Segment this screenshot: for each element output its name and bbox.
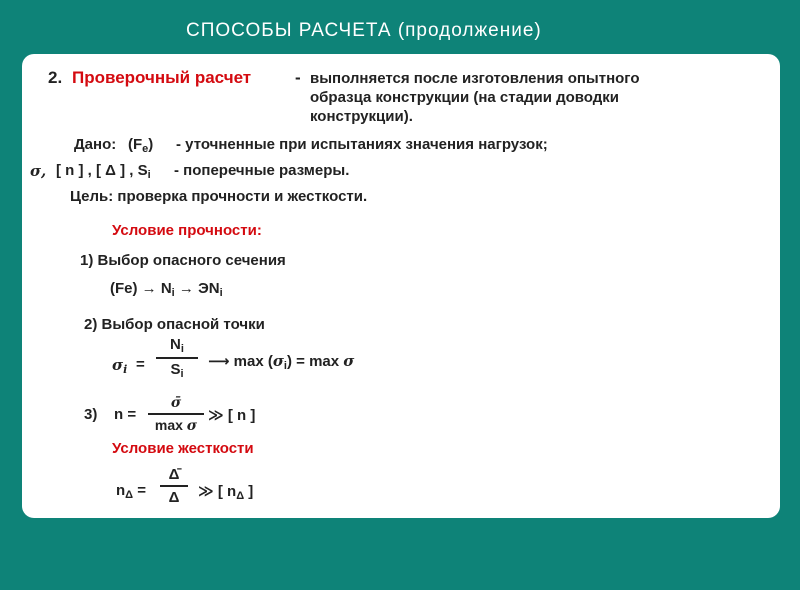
step-1-formula: $(Fe) \to N_i \to ЭN_i$ [110, 280, 223, 299]
fraction-numerator: σ̄ [170, 395, 182, 411]
given-text: - уточненные при испытаниях значения нагрузок; [176, 136, 548, 153]
given-label: Дано: [74, 136, 117, 153]
max-expression: ⟶ $\max (\sigma_i) = \max \sigma$ [208, 352, 355, 372]
fraction-numerator: Δ̄ [168, 466, 180, 483]
stress-fraction [156, 336, 198, 380]
safety-factor-rhs: ≫ [ n ] [208, 407, 256, 424]
safety-factor-fraction [148, 394, 204, 434]
step-3-label: 3) [84, 406, 98, 423]
content-panel [22, 54, 780, 518]
item-number: 2. [48, 68, 63, 87]
item-title: Проверочный расчет [72, 68, 252, 87]
fraction-denominator: Δ [168, 489, 180, 506]
step-2-label: 2) Выбор опасной точки [84, 316, 265, 333]
fraction-bar [156, 357, 198, 359]
slide-title: СПОСОБЫ РАСЧЕТА (продолжение) [186, 20, 542, 41]
stiffness-condition-title: Условие жесткости [112, 440, 254, 457]
stress-symbol: $\sigma_i$ [112, 356, 128, 376]
equals-sign: = [136, 356, 145, 373]
item-dash: - [295, 68, 301, 87]
param-list: [ n ] , [ Δ ] , $S_i$ [56, 162, 151, 181]
fraction-bar [160, 485, 188, 487]
given-force: $(F_e)$ [128, 136, 154, 155]
param-text: - поперечные размеры. [174, 162, 350, 179]
param-sigma: σ, [30, 162, 47, 180]
stiffness-fraction [160, 466, 188, 506]
stiffness-factor-lhs: $n_\Delta$ = [116, 482, 147, 501]
description-line-1: выполняется после изготовления опытного [310, 70, 640, 87]
stiffness-factor-rhs: ≫ [ $n_\Delta$ ] [198, 483, 254, 502]
fraction-numerator: $N_i$ [170, 336, 184, 355]
fraction-bar [148, 413, 204, 415]
description-line-2: образца конструкции (на стадии доводки [310, 89, 620, 106]
goal-line: Цель: проверка прочности и жесткости. [70, 188, 368, 205]
description-line-3: конструкции). [310, 108, 413, 125]
strength-condition-title: Условие прочности: [112, 222, 262, 239]
step-1-label: 1) Выбор опасного сечения [80, 252, 286, 269]
safety-factor-lhs: n = [114, 406, 137, 423]
fraction-denominator: max σ [154, 417, 198, 434]
fraction-denominator: $S_i$ [170, 361, 184, 380]
